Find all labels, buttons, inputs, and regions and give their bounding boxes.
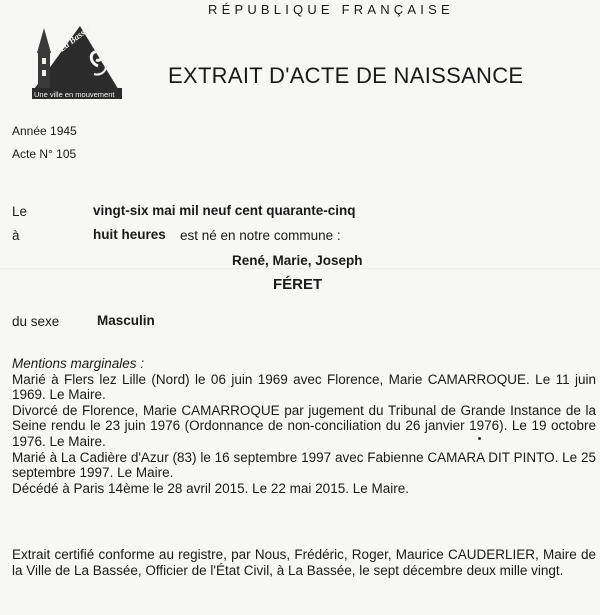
mention-entry: Divorcé de Florence, Marie CAMARROQUE par jugement du Tribunal de Grande Instance de la Seine rendu le 23 juin 1976 (Ordonnance de non-conciliation du 26 janvier 1976). Le 19 octobre 1976. Le Maire. bbox=[12, 402, 596, 449]
ink-speck bbox=[478, 437, 481, 440]
birth-time-value: huit heures bbox=[93, 227, 166, 242]
town-logo bbox=[28, 22, 124, 100]
logo-town-text: La Bassée bbox=[57, 22, 93, 54]
surname: FÉRET bbox=[273, 276, 323, 293]
le-label: Le bbox=[12, 204, 28, 219]
certification-text: Extrait certifié conforme au registre, par Nous, Frédéric, Roger, Maurice CAUDERLIER, Maire de la Ville de La Bassée, Officier de l'État Civil, à La Bassée, le sept décembre deux mille vingt. bbox=[12, 547, 596, 578]
born-text: est né en notre commune : bbox=[180, 228, 341, 243]
a-label: à bbox=[12, 228, 20, 243]
church-steeple-icon bbox=[37, 28, 51, 92]
mention-entry: Marié à La Cadière d'Azur (83) le 16 septembre 1997 avec Fabienne CAMARA DIT PINTO. Le 25 septembre 1997. Le Maire. bbox=[12, 449, 596, 481]
birth-date-value: vingt-six mai mil neuf cent quarante-cinq bbox=[93, 203, 356, 218]
marginal-mentions bbox=[12, 356, 596, 496]
sex-value: Masculin bbox=[97, 313, 155, 328]
document-title: EXTRAIT D'ACTE DE NAISSANCE bbox=[168, 63, 524, 88]
republic-heading: RÉPUBLIQUE FRANÇAISE bbox=[208, 2, 454, 17]
given-names: René, Marie, Joseph bbox=[232, 253, 363, 268]
mention-entry: Décédé à Paris 14ème le 28 avril 2015. Le 22 mai 2015. Le Maire. bbox=[12, 480, 409, 496]
logo-tagline: Une ville en mouvement bbox=[34, 90, 115, 99]
paper-fold-line bbox=[0, 268, 600, 270]
mentions-heading: Mentions marginales : bbox=[12, 356, 145, 371]
sex-label: du sexe bbox=[12, 314, 60, 329]
mention-entry: Marié à Flers lez Lille (Nord) le 06 juin 1969 avec Florence, Marie CAMARROQUE. Le 11 juin 1969. Le Maire. bbox=[12, 371, 596, 403]
act-number-line: Acte N° 105 bbox=[12, 147, 77, 161]
year-line: Année 1945 bbox=[12, 124, 77, 138]
